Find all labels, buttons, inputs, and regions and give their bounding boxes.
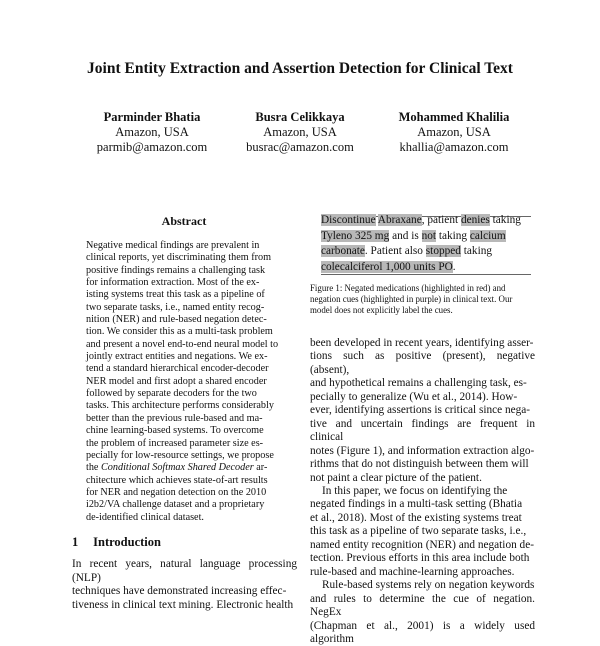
abstract-line: better than the previous rule-based and ma- <box>86 412 263 424</box>
negation-cue: denies <box>460 214 490 226</box>
author-affiliation: Amazon, USA <box>115 125 189 139</box>
author-block-3 <box>374 110 534 155</box>
introduction-text <box>72 558 297 612</box>
text-line: named entity recognition (NER) and negation de- <box>310 538 534 551</box>
caption-line: Figure 1: Negated medications (highlighted in red) and <box>310 283 506 293</box>
abstract-line: tasks. This architecture performs considerably <box>86 400 274 412</box>
text-line: notes (Figure 1), and information extraction algo- <box>310 444 535 457</box>
text-line: et al., 2018). Most of the existing systems treat <box>310 511 522 524</box>
abstract-line: chitecture which achieves state-of-art results <box>86 474 268 486</box>
text-line: In this paper, we focus on identifying the <box>322 484 508 497</box>
text-line: (Chapman et al., 2001) is a widely used algorithm <box>310 619 535 645</box>
text-line: tection. Previous efforts in this area include both <box>310 552 530 565</box>
abstract-line: clinical reports, yet discriminating them from <box>86 252 272 264</box>
author-affiliation: Amazon, USA <box>417 125 491 139</box>
author-email: parmib@amazon.com <box>96 140 208 154</box>
abstract-line: chine learning-based systems. To overcome <box>86 425 264 437</box>
figure-text: taking <box>489 214 521 226</box>
paragraph <box>310 579 535 646</box>
text-line: and rules to determine the cue of negation. NegEx <box>310 592 535 619</box>
paragraph <box>310 485 535 579</box>
paper-title: Joint Entity Extraction and Assertion Detection for Clinical Text <box>87 60 513 77</box>
abstract-line: and present a novel end-to-end neural model to <box>86 338 279 350</box>
abstract-line: positive findings remains a challenging task <box>86 264 266 276</box>
figure-text: . Patient also <box>364 245 426 258</box>
abstract-line: pecially for low-resource settings, we propose <box>86 449 274 461</box>
abstract-line: for NER and negation detection on the 2010 <box>86 486 267 498</box>
intro-line: In recent years, natural language processing (NLP) <box>72 558 297 584</box>
intro-line: tiveness in clinical text mining. Electronic health <box>72 598 294 611</box>
abstract-line: tend a standard hierarchical encoder-decoder <box>86 363 269 375</box>
abstract-line: i2b2/VA challenge dataset and a proprietary <box>86 499 265 511</box>
figure-text: . <box>452 260 456 273</box>
text-line: not paint a clear picture of the patient. <box>310 471 482 484</box>
text-line: this task as a pipeline of two separate tasks, i.e., <box>310 525 527 538</box>
negated-medication: colecalciferol 1,000 units PO <box>321 260 453 273</box>
abstract-line: jointly extract entities and negations. We ex- <box>86 351 268 363</box>
author-affiliation: Amazon, USA <box>263 125 337 139</box>
negation-cue: not <box>421 229 437 242</box>
abstract-line: for information extraction. Most of the ex- <box>86 277 260 289</box>
paragraph <box>310 337 535 485</box>
abstract-line: two separate tasks, i.e., named entity recog- <box>86 301 265 313</box>
section-number: 1 <box>72 535 79 549</box>
abstract-line: followed by separate decoders for the two <box>86 388 257 400</box>
text-line: rithms that do not distinguish between them will <box>310 458 529 471</box>
abstract-line: NER model and first adopt a shared encoder <box>86 375 267 387</box>
figure-line <box>321 213 536 229</box>
figure-text: taking <box>436 229 470 242</box>
abstract-heading: Abstract <box>161 214 207 228</box>
negation-cue: Discontinue <box>321 214 376 226</box>
author-name: Busra Celikkaya <box>255 110 345 124</box>
abstract-line: the problem of increased parameter size es- <box>86 437 264 449</box>
figure-1-example <box>321 213 536 275</box>
abstract-line: Negative medical findings are prevalent in <box>86 240 260 251</box>
abstract-line: the Conditional Softmax Shared Decoder ar- <box>86 462 268 474</box>
section-title: Introduction <box>93 535 161 549</box>
negated-medication: carbonate <box>321 245 365 258</box>
negated-medication: Abraxane <box>377 214 422 226</box>
figure-text: taking <box>460 245 492 258</box>
negation-cue: stopped <box>425 245 461 258</box>
caption-line: model does not explicitly label the cues. <box>310 305 453 316</box>
author-block-2 <box>220 110 380 155</box>
text-line: and hypothetical remains a challenging task, es- <box>310 377 527 390</box>
abstract-line: nition (NER) and rule-based negation detec- <box>86 314 267 326</box>
intro-line: techniques have demonstrated increasing effec- <box>72 585 287 598</box>
abstract-text <box>86 240 282 524</box>
abstract-line: tion. We consider this as a multi-task problem <box>86 326 273 338</box>
abstract-line: de-identified clinical dataset. <box>86 511 204 523</box>
text-line: ever, identifying assertions is critical since nega- <box>310 404 531 417</box>
abstract-line: isting systems treat this task as a pipeline of <box>86 289 265 301</box>
text-line: tions such as positive (present), negative (absent), <box>310 350 535 376</box>
caption-line: negation cues (highlighted in purple) in clinical text. Our <box>310 294 513 305</box>
author-name: Mohammed Khalilia <box>398 110 510 124</box>
text-line: negated findings in a multi-task setting (Bhatia <box>310 498 523 511</box>
figure-text: , patient <box>421 214 461 226</box>
figure-line <box>321 229 536 245</box>
figure-text: and is <box>389 229 422 242</box>
figure-bottom-rule <box>321 274 531 275</box>
text-line: tive and uncertain findings are frequent in clinical <box>310 417 535 444</box>
author-block-1 <box>72 110 232 155</box>
section-heading-introduction <box>72 535 161 550</box>
figure-line <box>321 244 536 260</box>
negated-medication: Tyleno 325 mg <box>321 229 390 242</box>
figure-caption <box>310 283 535 317</box>
model-name: Conditional Softmax Shared Decoder <box>101 462 254 474</box>
text-line: rule-based and machine-learning approaches. <box>310 565 515 578</box>
text-line: been developed in recent years, identifying asser- <box>310 337 534 349</box>
author-name: Parminder Bhatia <box>103 110 201 124</box>
author-email: busrac@amazon.com <box>246 140 354 154</box>
negated-medication: calcium <box>469 229 506 242</box>
author-email: khallia@amazon.com <box>399 140 509 154</box>
text-line: pecially to generalize (Wu et al., 2014). How- <box>310 390 518 403</box>
text-line: Rule-based systems rely on negation keywords <box>322 579 535 592</box>
